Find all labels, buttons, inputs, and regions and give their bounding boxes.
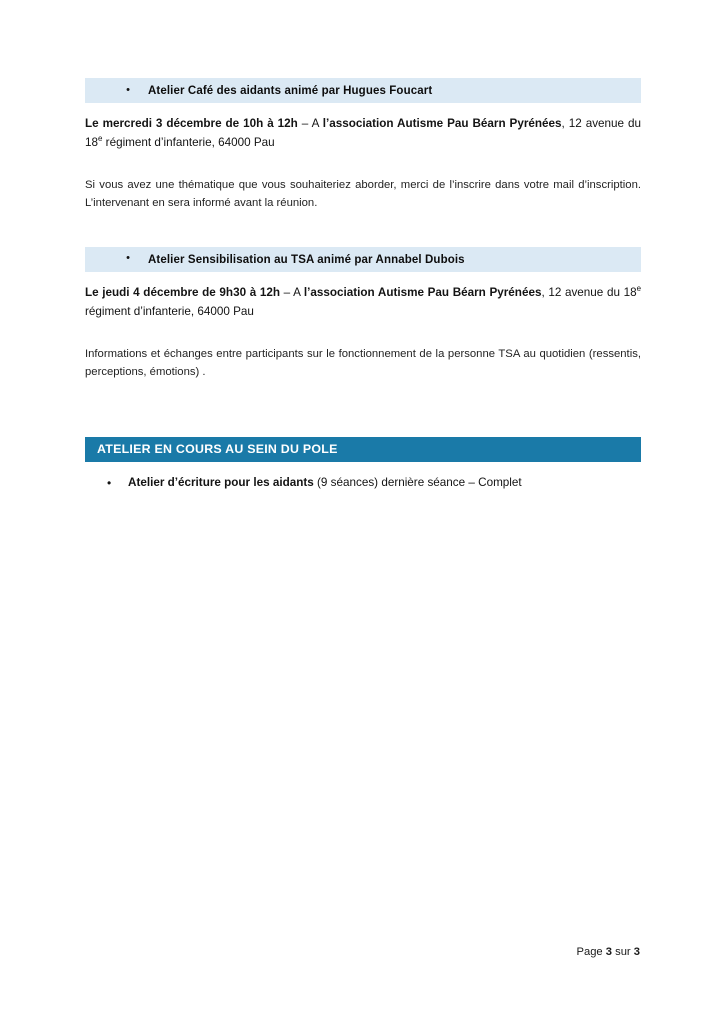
- paragraph-informations-echanges: Informations et échanges entre participants sur le fonctionnement de la personne TSA au quotidien (ressentis, perceptions, émotions) .: [85, 347, 641, 379]
- ordinal-suffix: e: [636, 283, 641, 293]
- ateliers-en-cours-list: [85, 474, 641, 493]
- highlight-heading-sensibilisation-tsa: [85, 247, 641, 272]
- date-time-text: Le jeudi 4 décembre de 9h30 à 12h: [85, 285, 280, 299]
- paragraph-cafe-aidants-details: [85, 114, 641, 152]
- atelier-title-text: Atelier d’écriture pour les aidants: [128, 476, 314, 490]
- highlight-heading-cafe-aidants: [85, 78, 641, 103]
- connector-text: – A: [279, 285, 304, 299]
- address-text-part1: , 12 avenue du 18: [85, 117, 641, 150]
- address-text-part2: régiment d’infanterie, 64000 Pau: [85, 304, 254, 318]
- bullet-icon: •: [126, 252, 130, 265]
- atelier-status-text: (9 séances) dernière séance – Complet: [313, 476, 522, 490]
- association-name-text: l’association Autisme Pau Béarn Pyrénées: [322, 117, 562, 130]
- list-item: [85, 474, 641, 493]
- footer-prefix: Page: [576, 946, 606, 958]
- bullet-icon: •: [107, 476, 112, 491]
- section-banner-ateliers-en-cours: ATELIER EN COURS AU SEIN DU POLE: [85, 437, 641, 462]
- page-footer: [0, 946, 640, 958]
- bullet-icon: •: [126, 83, 130, 96]
- footer-current-page: 3: [605, 946, 612, 958]
- footer-total-pages: 3: [633, 946, 640, 958]
- ordinal-suffix: e: [98, 134, 103, 144]
- paragraph-sensibilisation-details: [85, 283, 641, 321]
- address-text-part2: régiment d’infanterie, 64000 Pau: [102, 136, 275, 150]
- document-body: [85, 78, 641, 496]
- connector-text: – A: [297, 117, 323, 130]
- highlight-heading-label: Atelier Sensibilisation au TSA animé par Annabel Dubois: [148, 253, 465, 266]
- footer-middle: sur: [612, 946, 634, 958]
- address-text-part1: , 12 avenue du 18: [541, 285, 637, 299]
- highlight-heading-label: Atelier Café des aidants animé par Hugues Foucart: [148, 85, 433, 97]
- date-time-text: Le mercredi 3 décembre de 10h à 12h: [85, 117, 298, 130]
- paragraph-thematique-note: Si vous avez une thématique que vous souhaiteriez aborder, merci de l’inscrire dans votre mail d’inscription. L’intervenant en sera informé avant la réunion.: [85, 179, 641, 210]
- association-name-text: l’association Autisme Pau Béarn Pyrénées: [303, 285, 542, 299]
